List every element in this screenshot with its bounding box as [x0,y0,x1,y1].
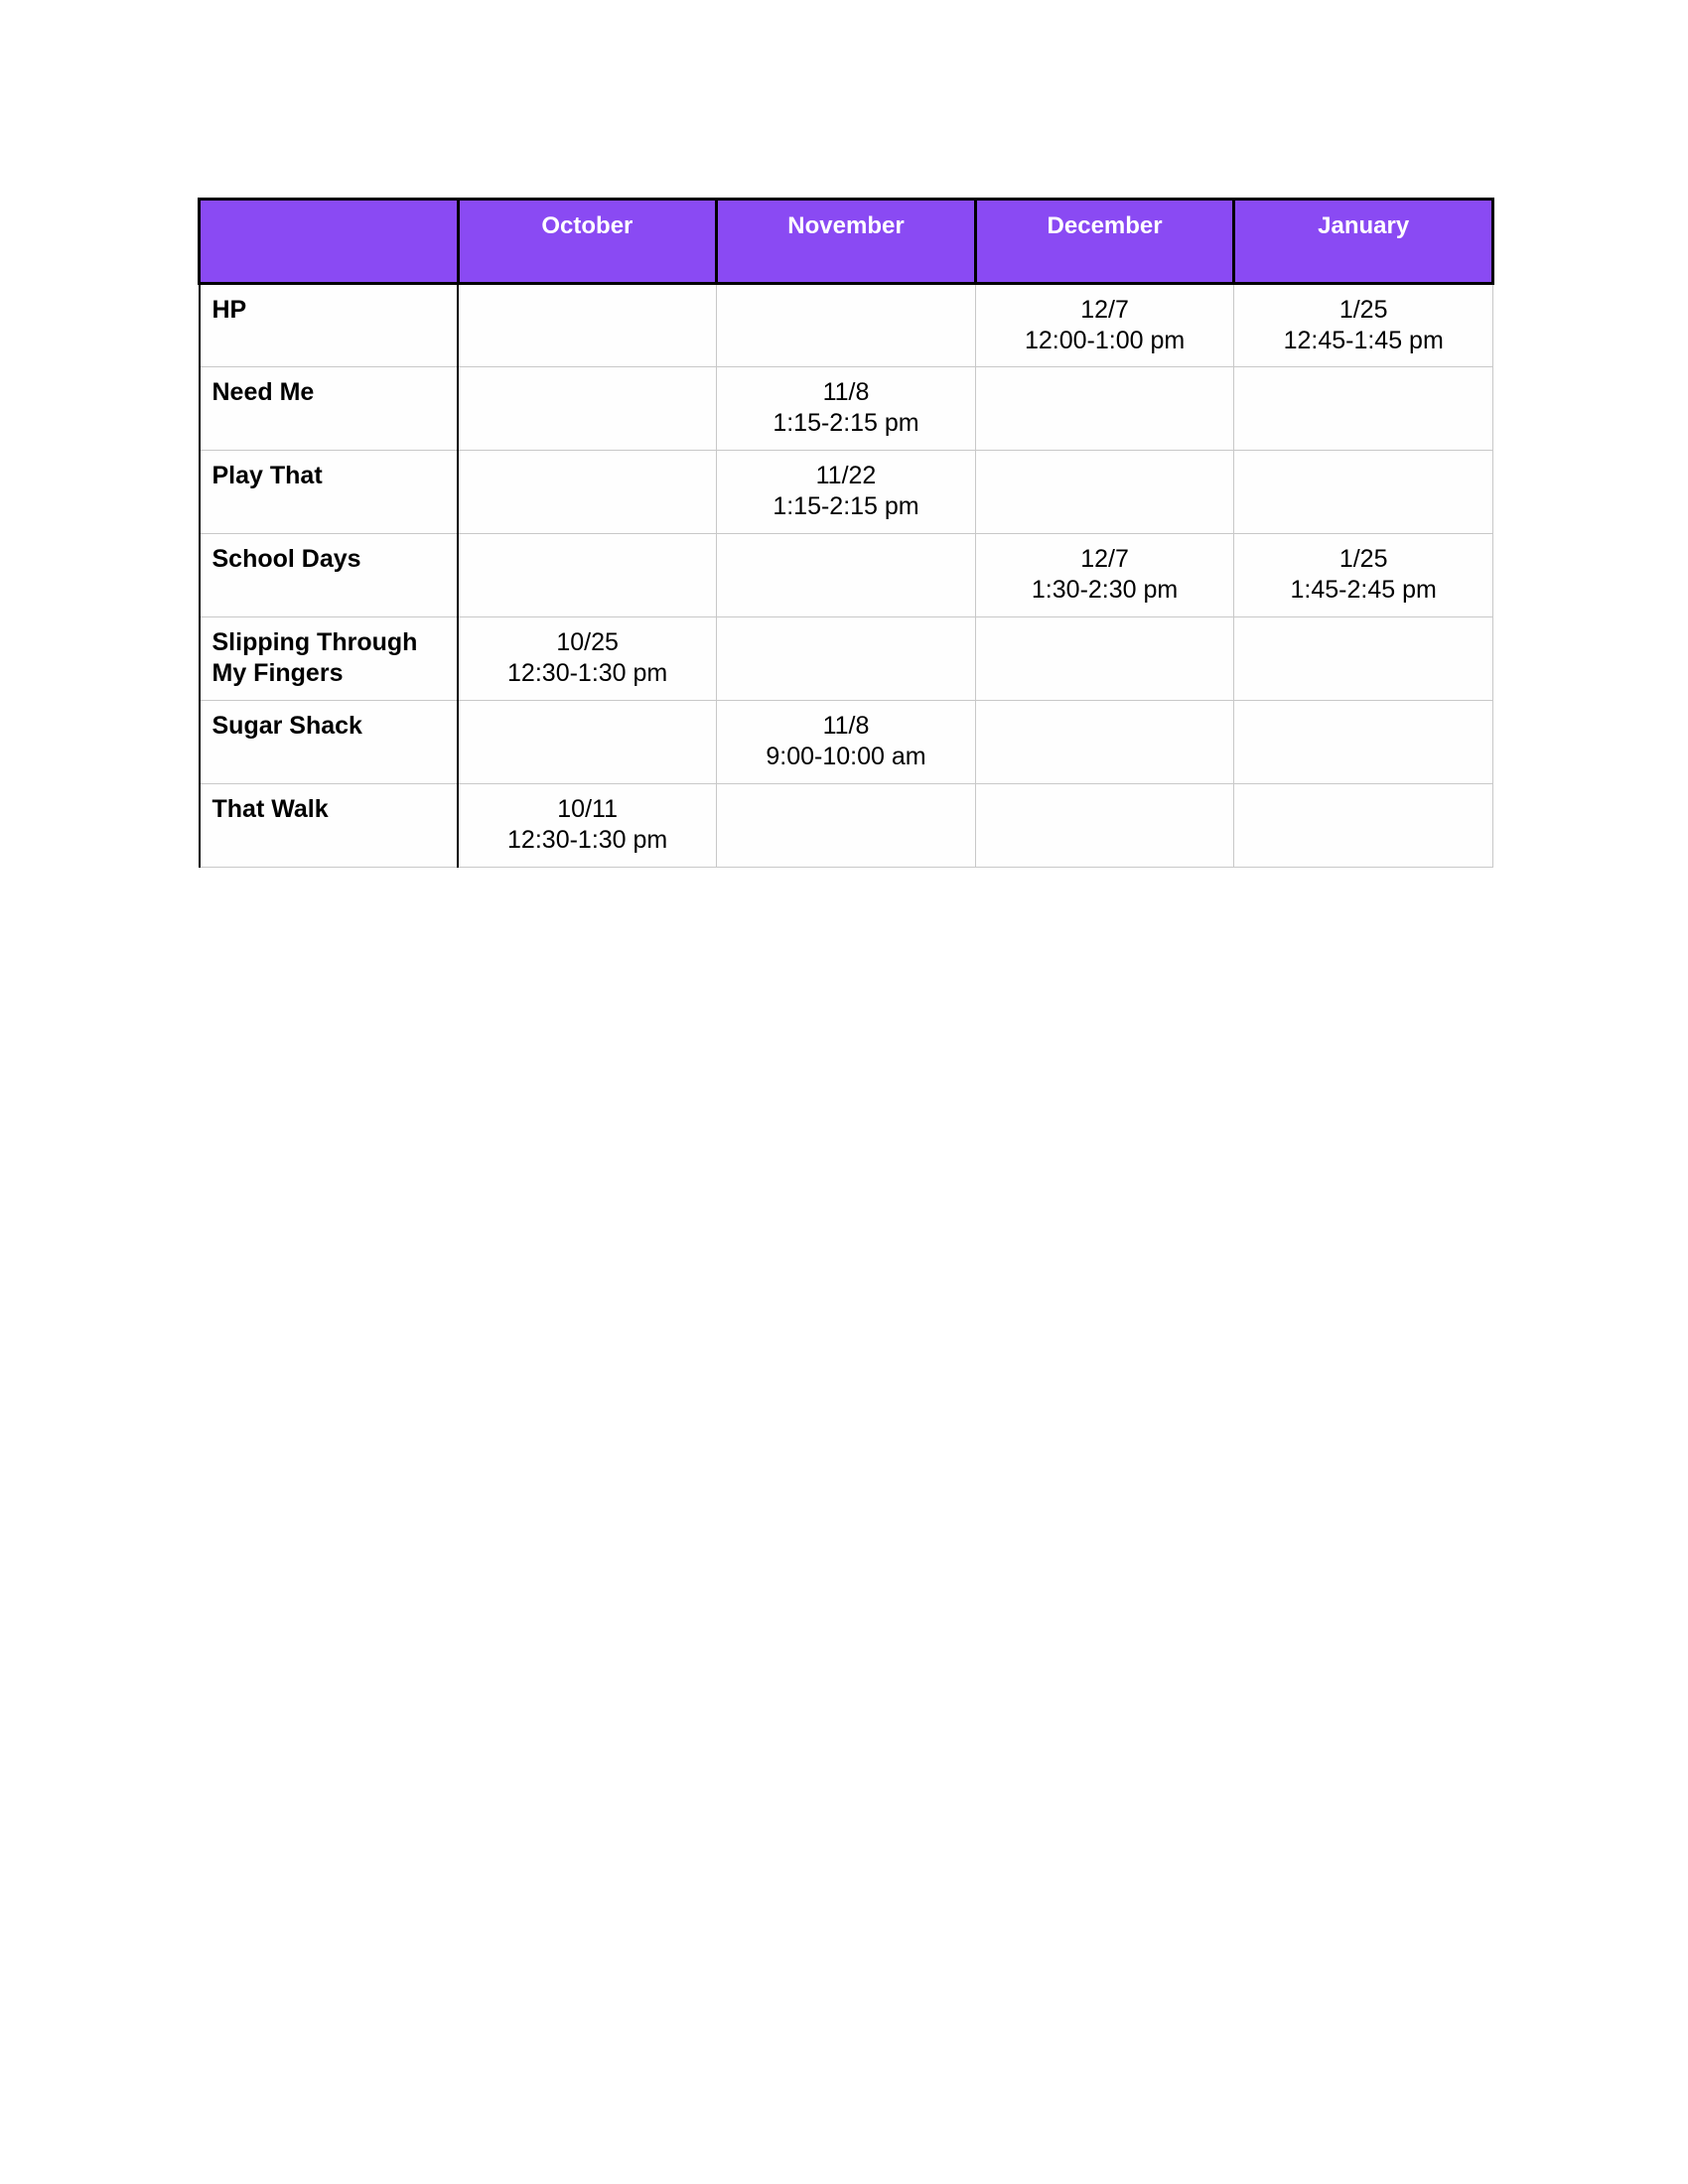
schedule-cell [717,701,976,784]
schedule-cell [1234,534,1493,617]
table-row [200,701,1493,784]
header-row [200,200,1493,284]
schedule-cell [458,701,717,784]
schedule-cell [1234,451,1493,534]
cell-date: 1/25 [1338,545,1388,573]
schedule-cell [975,284,1234,367]
schedule-cell [975,367,1234,451]
row-label: HP [200,284,459,367]
cell-date: 10/25 [556,628,619,656]
schedule-cell [458,284,717,367]
schedule-cell [975,701,1234,784]
table-row [200,367,1493,451]
schedule-cell [717,617,976,701]
schedule-cell [717,284,976,367]
cell-time: 1:30-2:30 pm [1031,576,1179,604]
cell-time: 12:30-1:30 pm [507,659,668,687]
schedule-cell [458,617,717,701]
schedule-header [200,200,1493,284]
schedule-cell [1234,784,1493,868]
row-label: Play That [200,451,459,534]
schedule-cell [458,451,717,534]
schedule-cell [717,784,976,868]
schedule-cell [975,534,1234,617]
table-row [200,451,1493,534]
cell-date: 11/8 [822,712,870,740]
cell-time: 12:30-1:30 pm [507,826,668,854]
header-month-november: November [717,200,976,284]
cell-time: 12:45-1:45 pm [1283,327,1444,354]
schedule-body [200,284,1493,868]
cell-time: 9:00-10:00 am [766,743,926,770]
cell-date: 10/11 [557,795,618,823]
schedule-cell [1234,367,1493,451]
header-month-october: October [458,200,717,284]
cell-date: 1/25 [1338,296,1388,324]
header-month-december: December [975,200,1234,284]
schedule-cell [1234,617,1493,701]
cell-time: 1:15-2:15 pm [773,492,919,520]
schedule-cell [975,617,1234,701]
schedule-cell [1234,701,1493,784]
cell-date: 12/7 [1080,545,1129,573]
schedule-cell [458,784,717,868]
cell-date: 11/22 [815,462,877,489]
schedule-cell [458,534,717,617]
cell-date: 11/8 [822,378,870,406]
cell-time: 1:45-2:45 pm [1290,576,1437,604]
cell-time: 1:15-2:15 pm [773,409,919,437]
cell-time: 12:00-1:00 pm [1024,327,1186,354]
schedule-cell [975,451,1234,534]
schedule-cell [975,784,1234,868]
table-row [200,617,1493,701]
cell-date: 12/7 [1080,296,1129,324]
table-row [200,784,1493,868]
table-row [200,534,1493,617]
schedule-cell [458,367,717,451]
row-label: Need Me [200,367,459,451]
schedule-cell [717,451,976,534]
row-label: Slipping Through My Fingers [200,617,459,701]
row-label: School Days [200,534,459,617]
schedule-table [198,198,1494,868]
schedule-cell [1234,284,1493,367]
schedule-cell [717,534,976,617]
schedule-cell [717,367,976,451]
row-label: That Walk [200,784,459,868]
header-corner [200,200,459,284]
row-label: Sugar Shack [200,701,459,784]
table-row [200,284,1493,367]
header-month-january: January [1234,200,1493,284]
